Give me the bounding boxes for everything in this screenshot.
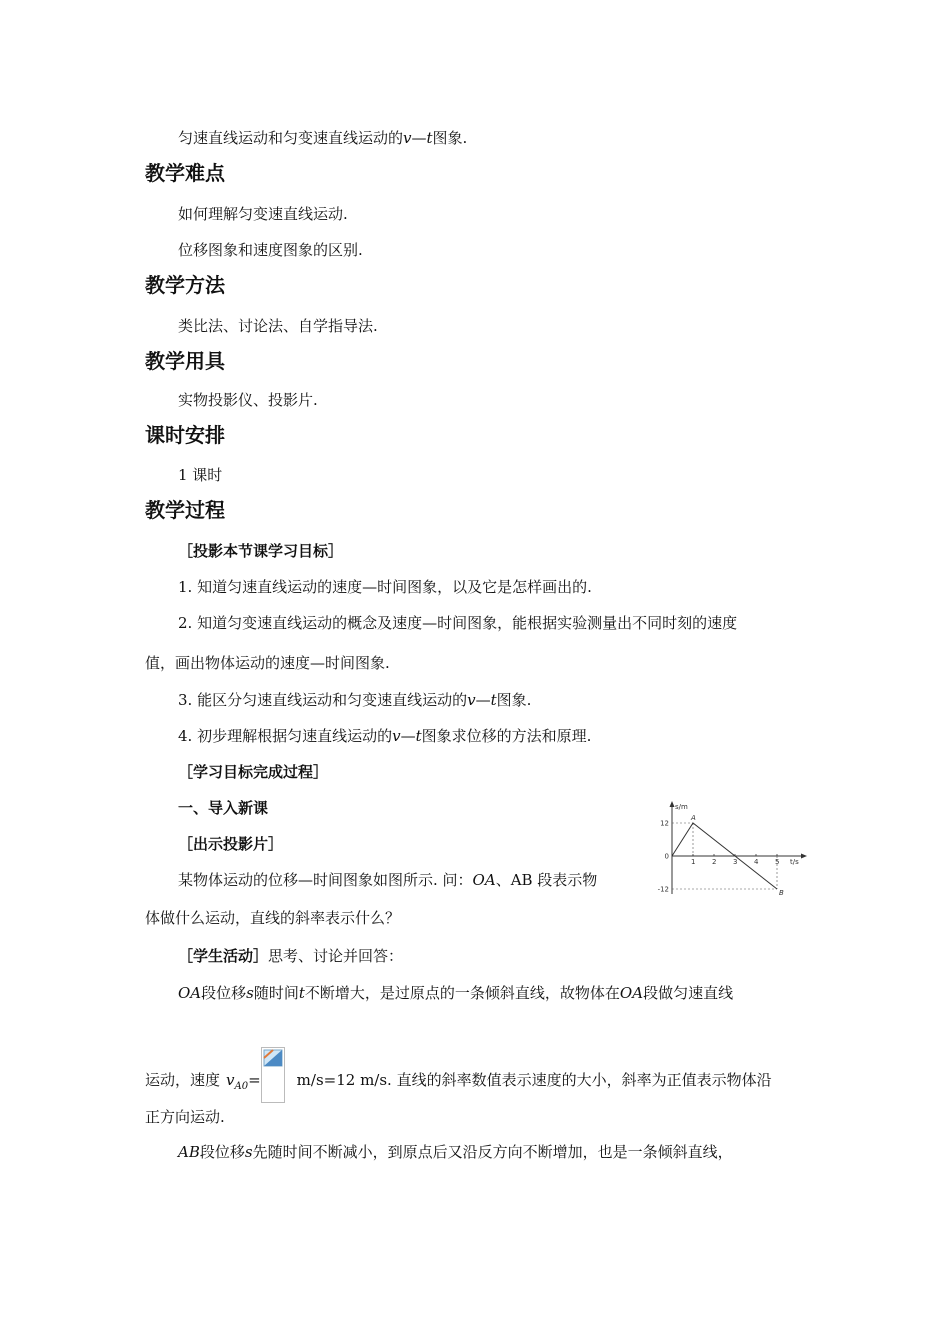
- text: 先随时间不断减小，到原点后又沿反方向不断增加，也是一条倾斜直线，: [252, 1143, 733, 1161]
- text: 某物体运动的位移—时间图象如图所示. 问：: [178, 871, 473, 889]
- var-t: t: [490, 691, 497, 709]
- broken-image-icon: [261, 1047, 285, 1103]
- x-tick-label: 1: [691, 858, 696, 866]
- x-tick-label: 3: [733, 858, 738, 866]
- var-oa: OA: [178, 984, 202, 1002]
- y-axis-label: s/m: [675, 803, 688, 811]
- y-axis-arrow: [670, 801, 675, 807]
- equals: =: [248, 1071, 261, 1089]
- text: 图象.: [496, 691, 532, 709]
- schedule-1: 1 课时: [178, 466, 223, 484]
- heading-method: 教学方法: [145, 273, 225, 297]
- var-ab: AB: [178, 1143, 200, 1161]
- text: 段位移: [201, 984, 247, 1002]
- var-v: v: [467, 691, 476, 709]
- text: 段做匀速直线: [643, 984, 734, 1002]
- text: 随时间: [253, 984, 299, 1002]
- var-v: v: [226, 1071, 235, 1089]
- text: 、AB 段表示物: [495, 871, 598, 889]
- answer-line-2: [145, 1053, 772, 1109]
- displacement-time-chart: [650, 798, 810, 900]
- section-intro: 一、导入新课: [178, 799, 269, 817]
- bracket-projection-goals: ［投影本节课学习目标］: [178, 542, 344, 560]
- key-point-line: [178, 128, 467, 148]
- difficulty-1: 如何理解匀变速直线运动.: [178, 205, 348, 223]
- activity-label: ［学生活动］: [178, 947, 269, 965]
- text: 3. 能区分匀速直线运动和匀变速直线运动的: [178, 691, 468, 709]
- point-label-a: A: [691, 814, 696, 822]
- x-tick-label: 2: [712, 858, 717, 866]
- dash: —: [475, 691, 491, 709]
- text: m/s=12 m/s. 直线的斜率数值表示速度的大小，斜率为正值表示物体沿: [296, 1071, 772, 1089]
- var-s: s: [246, 984, 254, 1002]
- difficulty-2: 位移图象和速度图象的区别.: [178, 241, 363, 259]
- heading-tools: 教学用具: [145, 349, 225, 373]
- goal-2a: 2. 知道匀变速直线运动的概念及速度—时间图象，能根据实验测量出不同时刻的速度: [178, 614, 738, 632]
- point-label-b: B: [779, 889, 784, 897]
- y-tick-label: 0: [664, 852, 669, 861]
- var-oa: OA: [619, 984, 644, 1002]
- bracket-goal-process: ［学习目标完成过程］: [178, 763, 329, 781]
- x-tick-label: 4: [754, 858, 759, 866]
- heading-difficulty: 教学难点: [145, 161, 225, 185]
- goal-3: [178, 690, 531, 710]
- dash: —: [411, 129, 427, 147]
- goal-1: 1. 知道匀速直线运动的速度—时间图象，以及它是怎样画出的.: [178, 578, 592, 596]
- question-line-2: 体做什么运动，直线的斜率表示什么？: [145, 909, 401, 927]
- method-1: 类比法、讨论法、自学指导法.: [178, 317, 378, 335]
- x-axis-label: t/s: [790, 858, 799, 866]
- answer-line-1: [178, 983, 733, 1003]
- subscript: A0: [234, 1081, 249, 1092]
- dash: —: [400, 727, 416, 745]
- var-t: t: [415, 727, 422, 745]
- y-tick-label: 12: [660, 819, 669, 828]
- text: 图象求位移的方法和原理.: [421, 727, 592, 745]
- student-activity: [178, 946, 403, 966]
- var-t: t: [426, 129, 433, 147]
- x-tick-label: 5: [775, 858, 780, 866]
- goal-2b: 值，画出物体运动的速度—时间图象.: [145, 654, 390, 672]
- answer-line-4: [178, 1142, 733, 1162]
- text: 段位移: [199, 1143, 245, 1161]
- var-v: v: [392, 727, 401, 745]
- heading-schedule: 课时安排: [145, 423, 225, 447]
- question-line-1: [178, 870, 597, 890]
- text: 图象.: [432, 129, 468, 147]
- text: 不断增大，是过原点的一条倾斜直线，故物体在: [304, 984, 620, 1002]
- heading-process: 教学过程: [145, 498, 225, 522]
- text: 运动，速度: [145, 1071, 221, 1089]
- text: 4. 初步理解根据匀速直线运动的: [178, 727, 393, 745]
- var-s: s: [244, 1143, 253, 1161]
- tools-1: 实物投影仪、投影片.: [178, 391, 318, 409]
- activity-text: 思考、讨论并回答：: [268, 947, 404, 965]
- x-axis-arrow: [801, 854, 807, 859]
- text: 匀速直线运动和匀变速直线运动的: [178, 129, 404, 147]
- y-tick-label: -12: [657, 885, 669, 894]
- goal-4: [178, 726, 591, 746]
- var-v: v: [403, 129, 412, 147]
- answer-line-3: 正方向运动.: [145, 1108, 225, 1126]
- var-t: t: [298, 984, 305, 1002]
- var-oa: OA: [472, 871, 496, 889]
- bracket-show-slide: ［出示投影片］: [178, 835, 284, 853]
